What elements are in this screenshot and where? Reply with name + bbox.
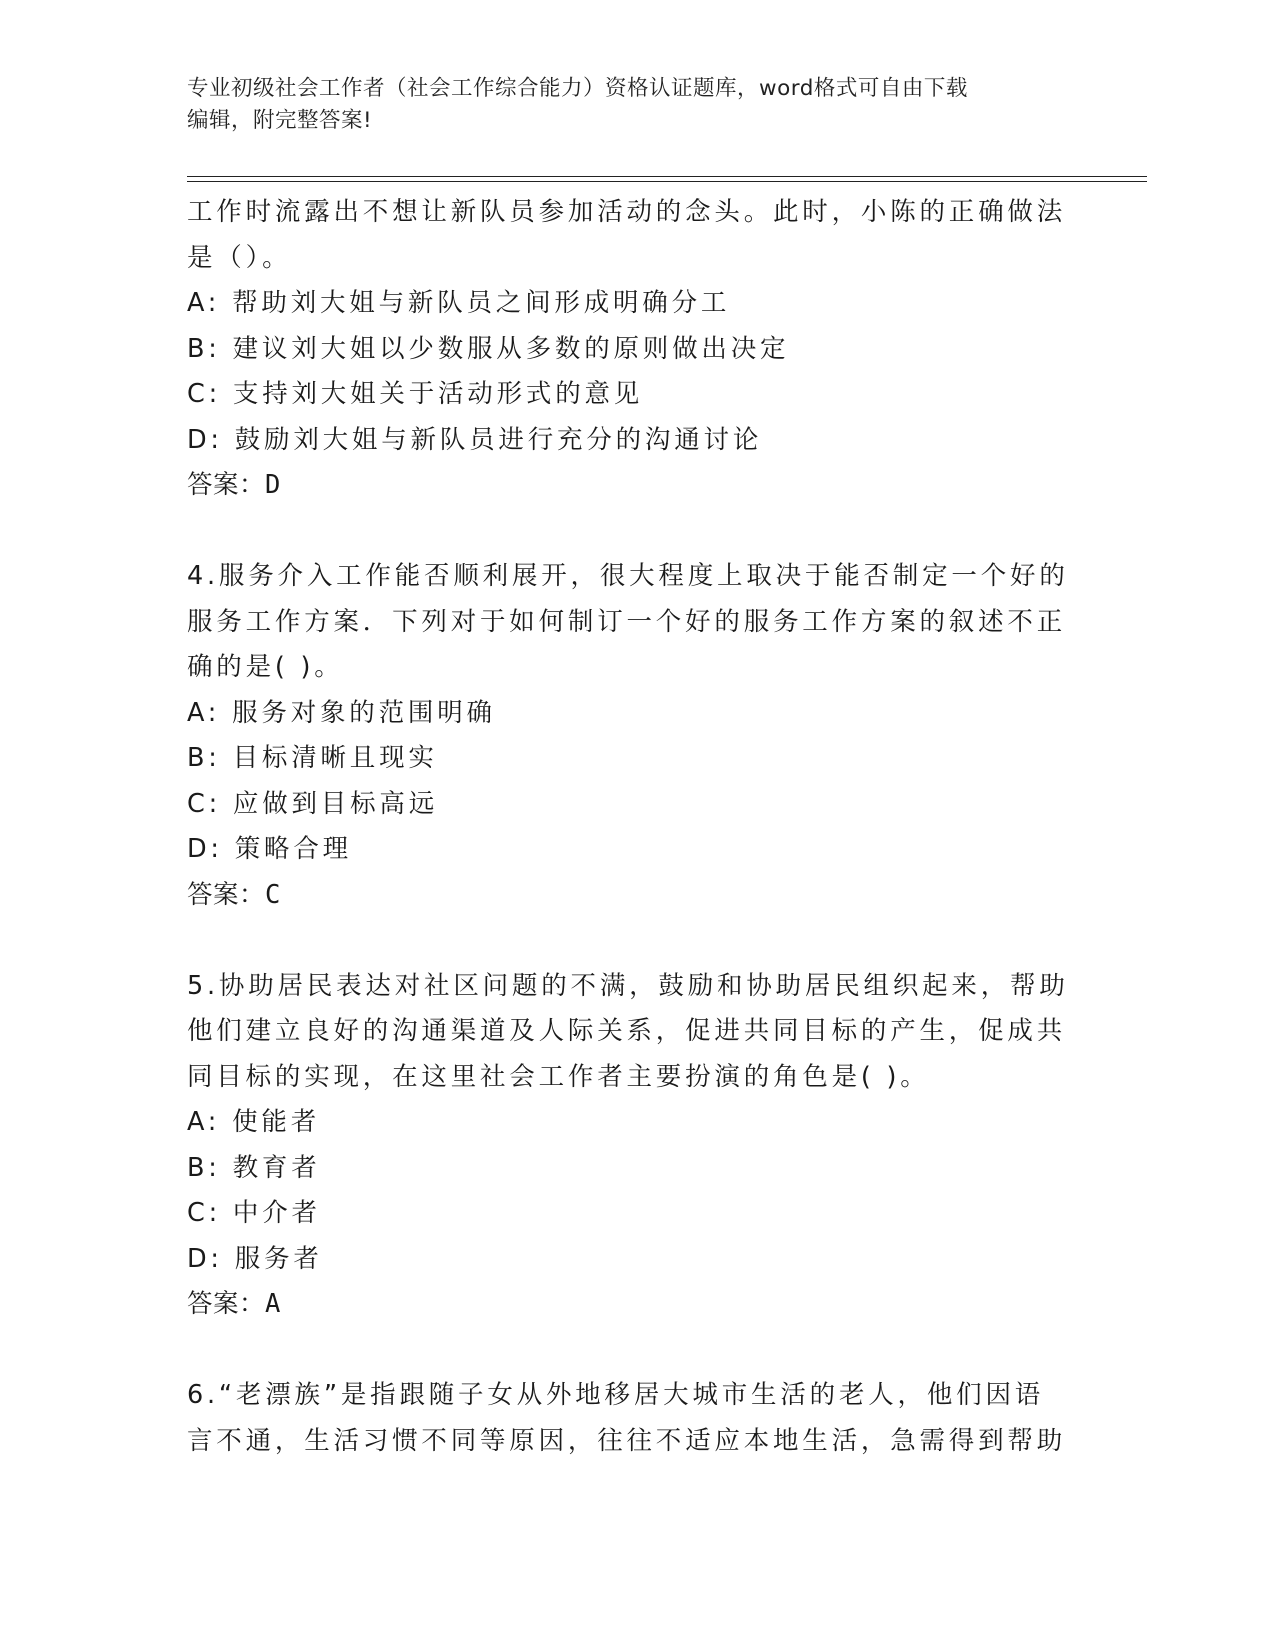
answer-label: 答案： <box>187 470 266 500</box>
page-header <box>187 73 1087 137</box>
question-stem-line: 服务工作方案．下列对于如何制订一个好的服务工作方案的叙述不正 <box>187 606 1067 637</box>
option-b: B: 教育者 <box>187 1152 321 1183</box>
question-3 <box>187 190 1087 509</box>
question-stem-line: 工作时流露出不想让新队员参加活动的念头。此时，小陈的正确做法 <box>187 197 1067 227</box>
option-a: A: 使能者 <box>187 1107 320 1137</box>
answer-label: 答案： <box>187 879 266 910</box>
answer-value: C <box>265 879 281 910</box>
question-content <box>187 190 1087 1464</box>
spacer <box>187 918 1087 964</box>
header-rule-bottom <box>187 181 1147 182</box>
question-stem-line: 同目标的实现，在这里社会工作者主要扮演的角色是( )。 <box>187 1061 930 1092</box>
option-a: A: 帮助刘大姐与新队员之间形成明确分工 <box>187 288 731 318</box>
question-stem-line: 他们建立良好的沟通渠道及人际关系，促进共同目标的产生，促成共 <box>187 1016 1067 1046</box>
option-d: D: 鼓励刘大姐与新队员进行充分的沟通讨论 <box>187 424 763 455</box>
question-6 <box>187 1373 1087 1464</box>
question-stem-line: 5.协助居民表达对社区问题的不满，鼓励和协助居民组织起来，帮助 <box>187 970 1069 1001</box>
question-stem-line: 确的是( )。 <box>187 652 344 682</box>
option-b: B: 目标清晰且现实 <box>187 743 438 773</box>
answer-label: 答案： <box>187 1289 266 1319</box>
spacer <box>187 509 1087 555</box>
question-stem-line: 6.“老漂族”是指跟随子女从外地移居大城市生活的老人，他们因语 <box>187 1380 1045 1410</box>
option-c: C: 支持刘大姐关于活动形式的意见 <box>187 379 644 409</box>
question-5 <box>187 964 1087 1328</box>
question-stem-line: 是（）。 <box>187 242 292 273</box>
spacer <box>187 1328 1087 1374</box>
header-line-1: 专业初级社会工作者（社会工作综合能力）资格认证题库，word格式可自由下载 <box>187 76 968 101</box>
option-d: D: 服务者 <box>187 1243 323 1274</box>
answer-line <box>187 1282 1087 1328</box>
answer-line <box>187 873 1087 919</box>
option-c: C: 应做到目标高远 <box>187 788 439 819</box>
header-line-2: 编辑，附完整答案! <box>187 108 373 133</box>
answer-line <box>187 463 1087 509</box>
question-4 <box>187 554 1087 918</box>
option-c: C: 中介者 <box>187 1198 321 1228</box>
option-d: D: 策略合理 <box>187 834 352 864</box>
answer-value: A <box>265 1289 281 1319</box>
question-stem-line: 4.服务介入工作能否顺利展开，很大程度上取决于能否制定一个好的 <box>187 561 1069 591</box>
option-b: B: 建议刘大姐以少数服从多数的原则做出决定 <box>187 333 790 364</box>
answer-value: D <box>265 470 281 500</box>
header-rule-top <box>187 176 1147 177</box>
option-a: A: 服务对象的范围明确 <box>187 697 496 728</box>
question-stem-line: 言不通，生活习惯不同等原因，往往不适应本地生活，急需得到帮助 <box>187 1425 1067 1456</box>
